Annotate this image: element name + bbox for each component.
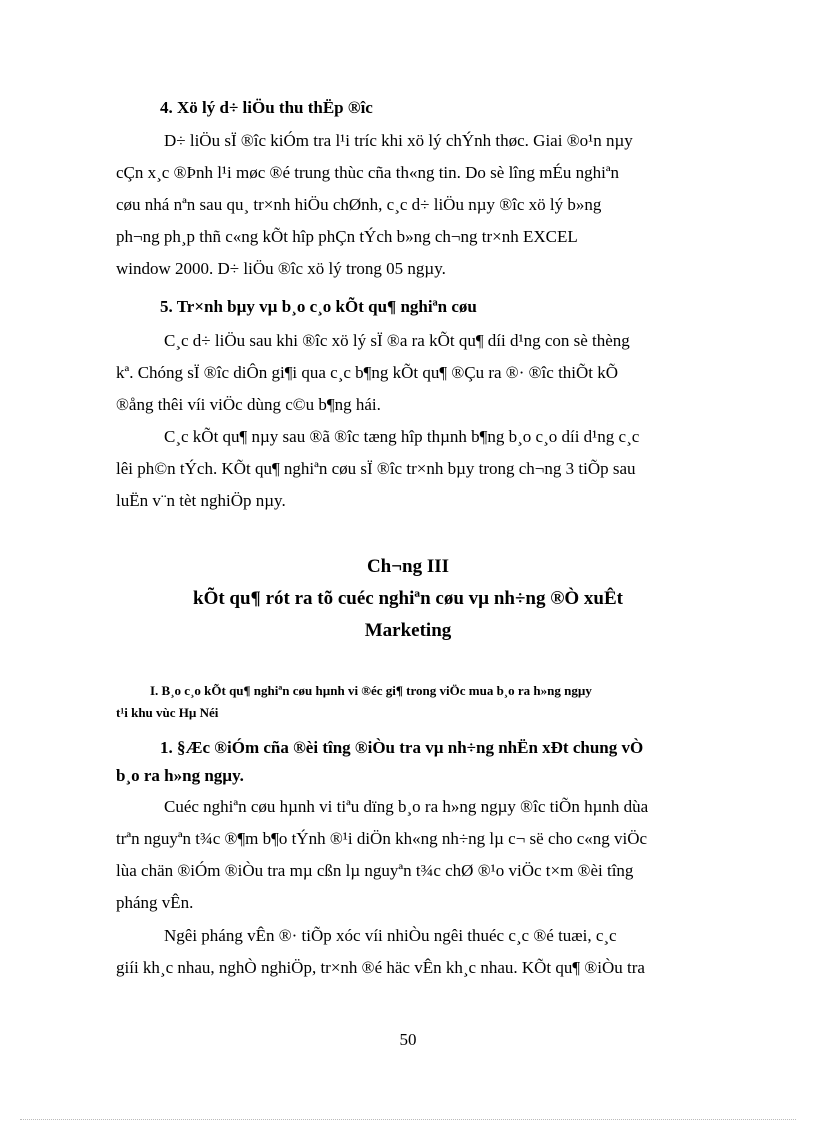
paragraph-line: C¸c d÷ liÖu sau khi ®îc xö lý sÏ ®a ra kÕt qu¶ díi d¹ng con sè thèng [164, 331, 630, 350]
paragraph-line: Ngêi pháng vÊn ®· tiÕp xóc víi nhiÒu ngêi thuéc c¸c ®é tuæi, c¸c [164, 926, 617, 945]
chapter-title: Marketing [364, 620, 452, 641]
paragraph-line: cÇn x¸c ®Þnh l¹i møc ®é trung thùc cña th«ng tin. Do sè lîng mÉu nghiªn [116, 163, 620, 182]
subsection-heading: t¹i khu vùc Hµ Néi [116, 705, 219, 720]
section-heading: 1. §Æc ®iÓm cña ®èi tîng ®iÒu tra vµ nh÷ng nhËn xÐt chung vÒ [160, 738, 644, 757]
chapter-title: kÕt qu¶ rót ra tõ cuéc nghiªn cøu vµ nh÷ng ®Ò xuÊt [193, 588, 623, 609]
paragraph-line: kª. Chóng sÏ ®îc diÔn gi¶i qua c¸c b¶ng kÕt qu¶ ®Çu ra ®· ®îc thiÕt kÕ [116, 363, 619, 382]
page-number: 50 [399, 1030, 417, 1049]
section-heading: b¸o ra h»ng ngµy. [116, 766, 244, 785]
chapter-label: Ch¬ng III [366, 556, 450, 577]
paragraph-line: luËn v¨n tèt nghiÖp nµy. [116, 491, 286, 510]
paragraph-line: lêi ph©n tÝch. KÕt qu¶ nghiªn cøu sÏ ®îc tr×nh bµy trong ch¬ng 3 tiÕp sau [116, 459, 636, 478]
paragraph-line: pháng vÊn. [116, 893, 194, 912]
paragraph-line: ph¬ng ph¸p thñ c«ng kÕt hîp phÇn tÝch b»ng ch¬ng tr×nh EXCEL [116, 227, 578, 246]
paragraph-line: lùa chän ®iÓm ®iÒu tra mµ cßn lµ nguyªn t¾c chØ ®¹o viÖc t×m ®èi tîng [116, 861, 634, 880]
paragraph-line: trªn nguyªn t¾c ®¶m b¶o tÝnh ®¹i diÖn kh«ng nh÷ng lµ c¬ së cho c«ng viÖc [116, 829, 648, 848]
subsection-heading: I. B¸o c¸o kÕt qu¶ nghiªn cøu hµnh vi ®éc gi¶ trong viÖc mua b¸o ra h»ng ngµy [150, 683, 592, 698]
paragraph-line: window 2000. D÷ liÖu ®îc xö lý trong 05 ngµy. [116, 259, 446, 278]
page-divider [20, 1119, 796, 1120]
paragraph-line: D÷ liÖu sÏ ®îc kiÓm tra l¹i tríc khi xö lý chÝnh thøc. Giai ®o¹n nµy [164, 131, 633, 150]
paragraph-line: C¸c kÕt qu¶ nµy sau ®ã ®îc tæng hîp thµnh b¶ng b¸o c¸o díi d¹ng c¸c [164, 427, 640, 446]
section-heading: 4. Xö lý d÷ liÖu thu thËp ®îc [160, 98, 373, 117]
section-heading: 5. Tr×nh bµy vµ b¸o c¸o kÕt qu¶ nghiªn cøu [160, 297, 477, 316]
paragraph-line: Cuéc nghiªn cøu hµnh vi tiªu dïng b¸o ra h»ng ngµy ®îc tiÕn hµnh dùa [164, 797, 649, 816]
paragraph-line: giíi kh¸c nhau, nghÒ nghiÖp, tr×nh ®é häc vÊn kh¸c nhau. KÕt qu¶ ®iÒu tra [116, 958, 645, 977]
paragraph-line: cøu nhá nªn sau qu¸ tr×nh hiÖu chØnh, c¸c d÷ liÖu nµy ®îc xö lý b»ng [116, 195, 602, 214]
paragraph-line: ®ång thêi víi viÖc dùng c©u b¶ng hái. [116, 395, 381, 414]
